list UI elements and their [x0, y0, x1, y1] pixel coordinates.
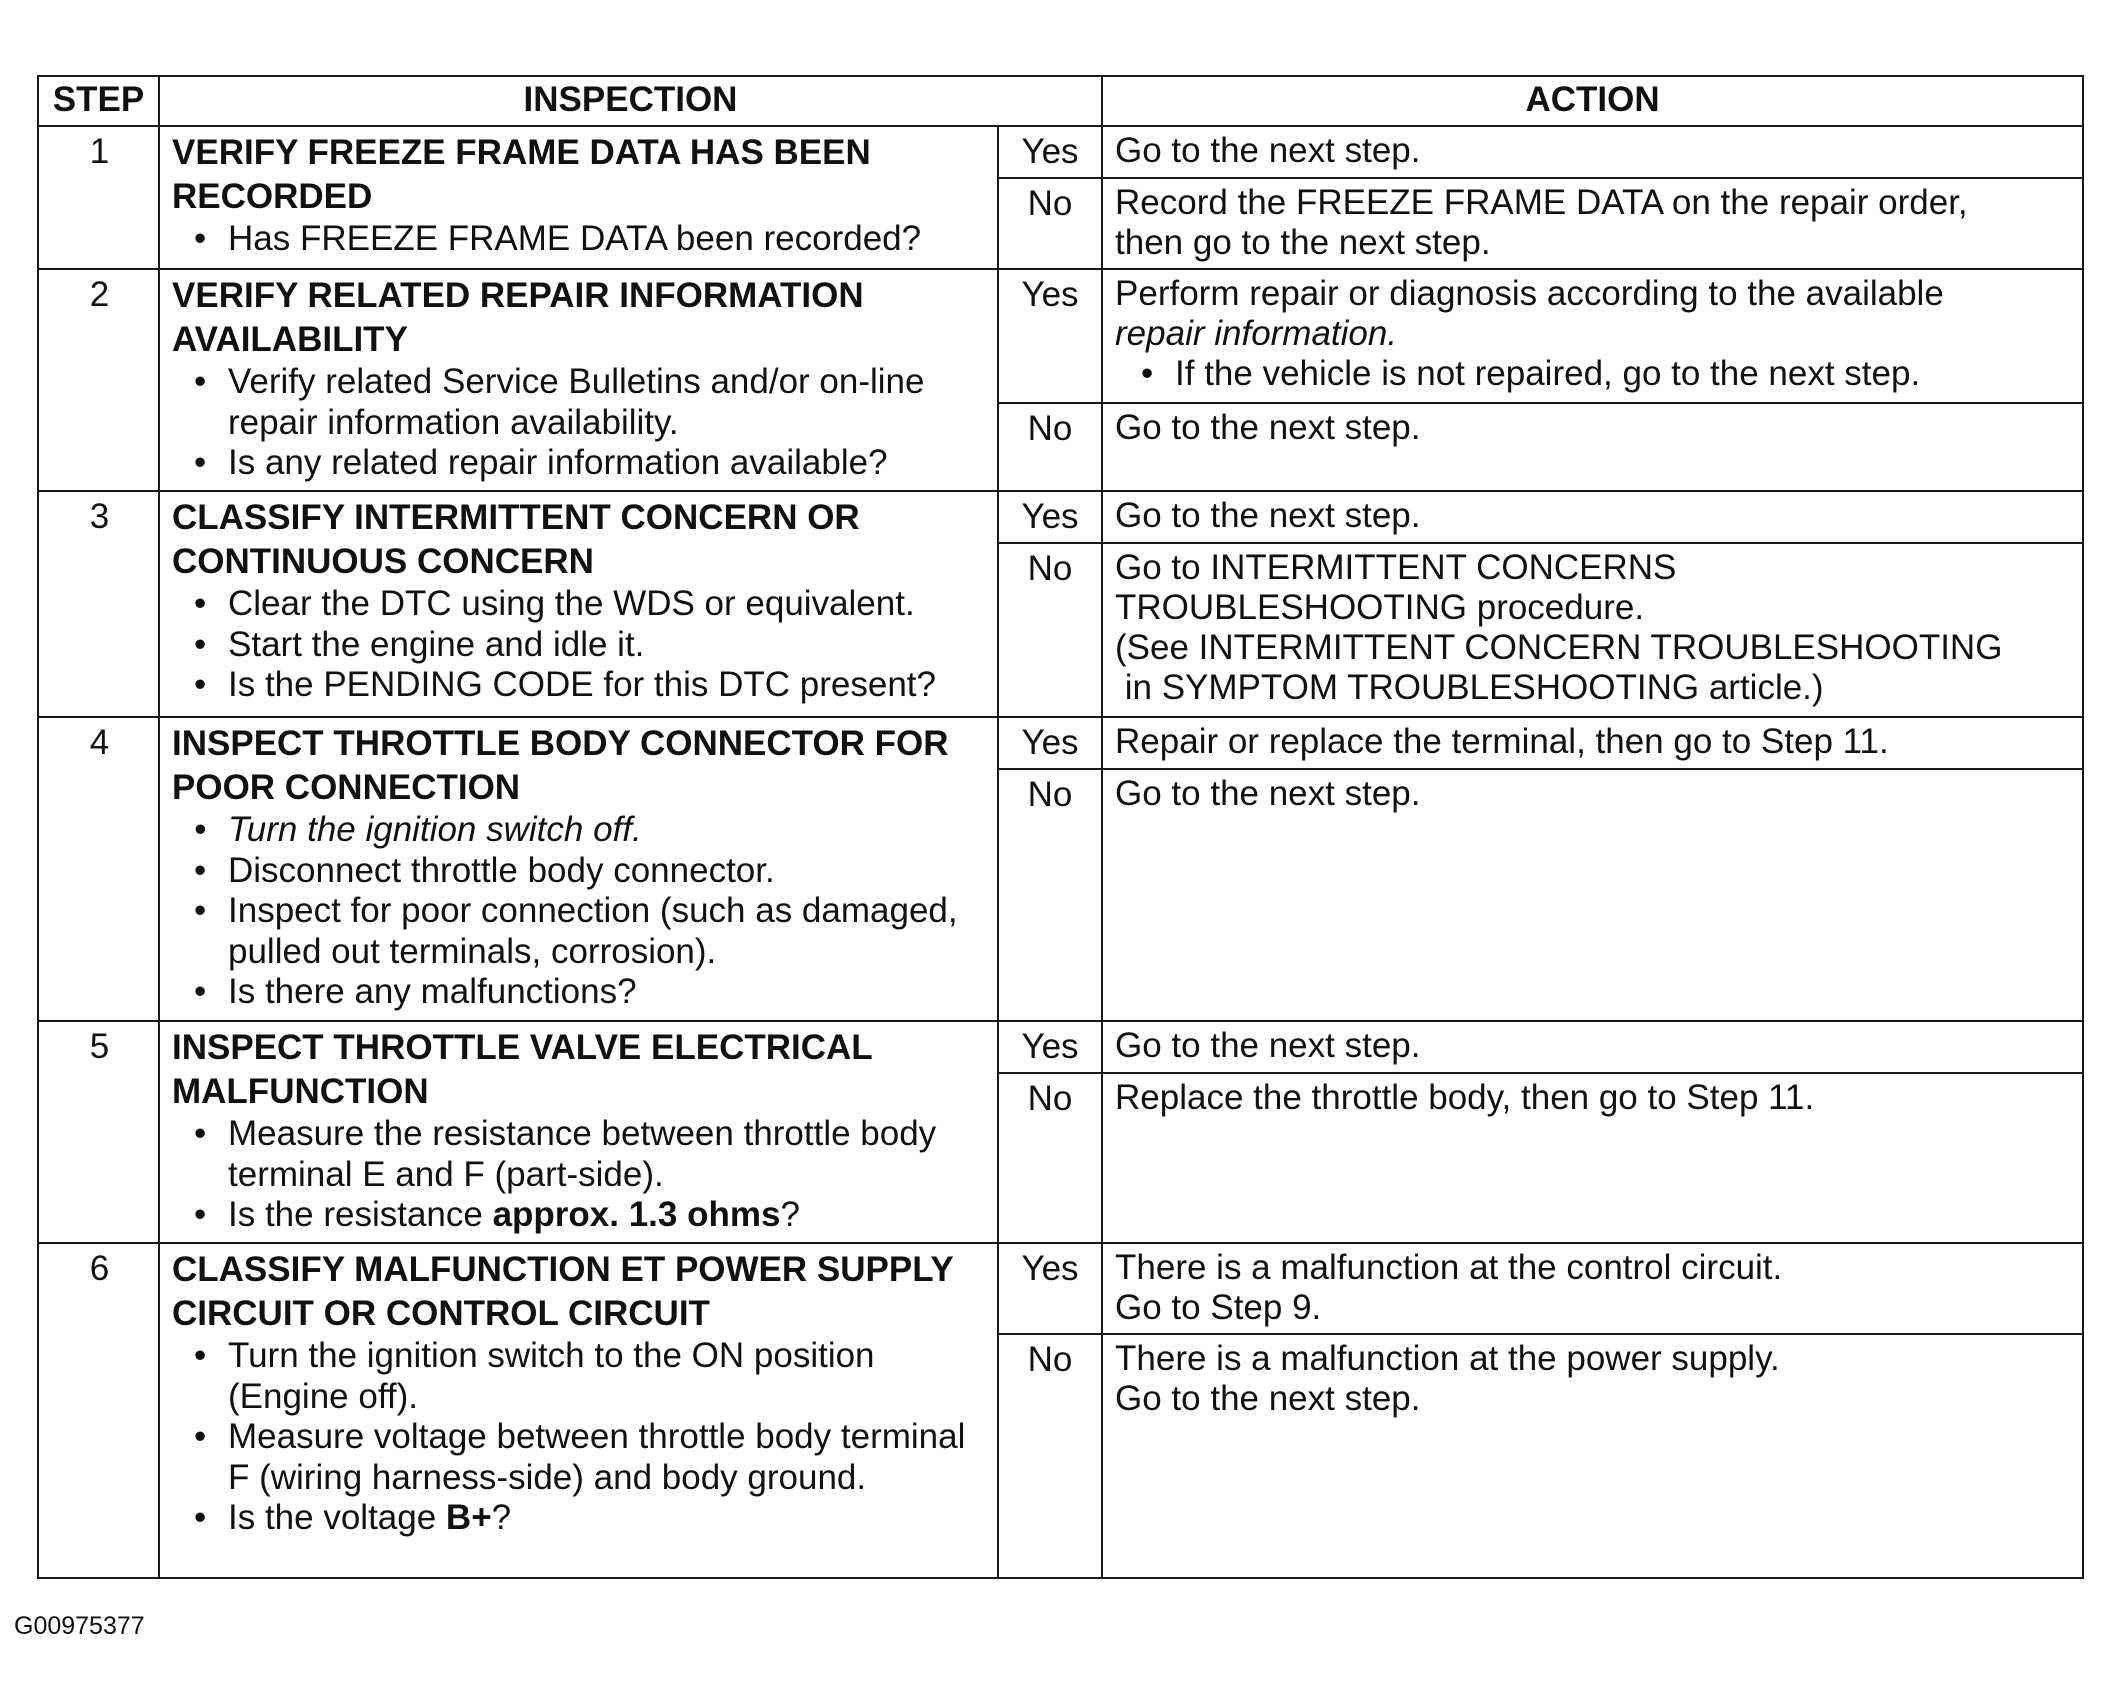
action-line: Replace the throttle body, then go to Step 11. [1115, 1078, 1815, 1117]
no-action [1102, 178, 2083, 269]
action-bullets [1115, 354, 2072, 394]
no-label: No [998, 1073, 1102, 1243]
inspection-cell [159, 126, 998, 269]
diagnostic-table [37, 75, 2084, 1579]
step-3-yes-row [38, 491, 2083, 543]
inspection-cell [159, 491, 998, 717]
no-action [1102, 769, 2083, 1021]
bullet-text: Is the voltage [228, 1498, 446, 1537]
inspection-bullets [172, 219, 987, 260]
inspection-title: VERIFY RELATED REPAIR INFORMATION AVAILABILITY [172, 276, 864, 359]
inspection-title: VERIFY FREEZE FRAME DATA HAS BEEN RECORDED [172, 133, 871, 216]
inspection-bullet [228, 1498, 987, 1539]
action-line: in SYMPTOM TROUBLESHOOTING article.) [1115, 668, 1824, 707]
inspection-bullet: • Clear the DTC using the WDS or equivalent. [228, 584, 987, 625]
action-line: Repair or replace the terminal, then go to Step 11. [1115, 722, 1889, 761]
step-number: 6 [38, 1243, 159, 1578]
yes-action [1102, 1243, 2083, 1334]
no-action [1102, 403, 2083, 491]
inspection-bullet: • Measure the resistance between throttle body terminal E and F (part-side). [228, 1114, 987, 1195]
no-label: No [998, 543, 1102, 717]
inspection-bullet: • Inspect for poor connection (such as damaged, pulled out terminals, corrosion). [228, 891, 987, 972]
step-number: 2 [38, 269, 159, 491]
inspection-bullet: • Is any related repair information available? [228, 443, 987, 484]
action-line: TROUBLESHOOTING procedure. [1115, 588, 1645, 627]
inspection-bullet: • Is there any malfunctions? [228, 972, 987, 1013]
inspection-title: INSPECT THROTTLE BODY CONNECTOR FOR POOR CONNECTION [172, 724, 949, 807]
inspection-bullet: • Disconnect throttle body connector. [228, 851, 987, 892]
inspection-bullets [172, 362, 987, 484]
step-number: 4 [38, 717, 159, 1021]
bullet-text: ? [491, 1498, 512, 1537]
yes-label: Yes [998, 717, 1102, 769]
action-line: Go to INTERMITTENT CONCERNS [1115, 548, 1677, 587]
yes-action [1102, 269, 2083, 403]
action-line: Go to the next step. [1115, 1026, 1421, 1065]
action-line: then go to the next step. [1115, 223, 1491, 262]
no-label: No [998, 403, 1102, 491]
inspection-bullets [172, 1114, 987, 1236]
no-action [1102, 543, 2083, 717]
action-bullet: • If the vehicle is not repaired, go to the next step. [1175, 354, 2072, 394]
step-1-yes-row [38, 126, 2083, 178]
action-line: There is a malfunction at the power supply. [1115, 1339, 1780, 1378]
action-line: There is a malfunction at the control circuit. [1115, 1248, 1783, 1287]
step-number: 5 [38, 1021, 159, 1243]
header-inspection: INSPECTION [159, 76, 1102, 126]
inspection-cell [159, 1021, 998, 1243]
step-number: 3 [38, 491, 159, 717]
inspection-bullets [172, 1336, 987, 1539]
header-step: STEP [38, 76, 159, 126]
no-action [1102, 1073, 2083, 1243]
step-4-yes-row [38, 717, 2083, 769]
action-line: Go to the next step. [1115, 496, 1421, 535]
yes-label: Yes [998, 1243, 1102, 1334]
inspection-bullet [228, 1195, 987, 1236]
bullet-bold-value: approx. 1.3 ohms [492, 1195, 781, 1234]
action-line: Go to Step 9. [1115, 1288, 1322, 1327]
action-line: Record the FREEZE FRAME DATA on the repair order, [1115, 183, 1968, 222]
inspection-bullet: • Verify related Service Bulletins and/or on-line repair information availability. [228, 362, 987, 443]
step-5-yes-row [38, 1021, 2083, 1073]
inspection-cell [159, 1243, 998, 1578]
action-line: Go to the next step. [1115, 1379, 1421, 1418]
action-line: Go to the next step. [1115, 131, 1421, 170]
yes-action [1102, 126, 2083, 178]
inspection-title: CLASSIFY MALFUNCTION ET POWER SUPPLY CIRCUIT OR CONTROL CIRCUIT [172, 1250, 954, 1333]
yes-label: Yes [998, 1021, 1102, 1073]
bullet-text: ? [780, 1195, 800, 1234]
no-label: No [998, 769, 1102, 1021]
step-6-yes-row [38, 1243, 2083, 1334]
action-line: (See INTERMITTENT CONCERN TROUBLESHOOTING [1115, 628, 2003, 667]
step-2-yes-row [38, 269, 2083, 403]
no-action [1102, 1334, 2083, 1578]
no-label: No [998, 178, 1102, 269]
action-line: Go to the next step. [1115, 408, 1421, 447]
step-number: 1 [38, 126, 159, 269]
inspection-title: INSPECT THROTTLE VALVE ELECTRICAL MALFUNCTION [172, 1028, 873, 1111]
inspection-bullets [172, 584, 987, 706]
inspection-bullet: • Is the PENDING CODE for this DTC present? [228, 665, 987, 706]
yes-label: Yes [998, 491, 1102, 543]
inspection-bullet: • Start the engine and idle it. [228, 625, 987, 666]
yes-action [1102, 1021, 2083, 1073]
inspection-bullets [172, 810, 987, 1013]
inspection-title: CLASSIFY INTERMITTENT CONCERN OR CONTINUOUS CONCERN [172, 498, 860, 581]
no-label: No [998, 1334, 1102, 1578]
inspection-cell [159, 269, 998, 491]
header-row [38, 76, 2083, 126]
bullet-bold-value: B+ [445, 1498, 492, 1537]
action-line: repair information. [1115, 314, 1398, 353]
yes-action [1102, 491, 2083, 543]
inspection-bullet: • Turn the ignition switch off. [228, 810, 987, 851]
inspection-bullet: • Turn the ignition switch to the ON position (Engine off). [228, 1336, 987, 1417]
action-line: Perform repair or diagnosis according to the available [1115, 274, 1944, 313]
yes-label: Yes [998, 269, 1102, 403]
inspection-cell [159, 717, 998, 1021]
bullet-text: Is the resistance [228, 1195, 493, 1234]
inspection-bullet: • Has FREEZE FRAME DATA been recorded? [228, 219, 987, 260]
yes-label: Yes [998, 126, 1102, 178]
yes-action [1102, 717, 2083, 769]
header-action: ACTION [1102, 76, 2083, 126]
action-line: Go to the next step. [1115, 774, 1421, 813]
figure-id-caption: G00975377 [14, 1612, 145, 1640]
inspection-bullet: • Measure voltage between throttle body terminal F (wiring harness-side) and body ground. [228, 1417, 987, 1498]
